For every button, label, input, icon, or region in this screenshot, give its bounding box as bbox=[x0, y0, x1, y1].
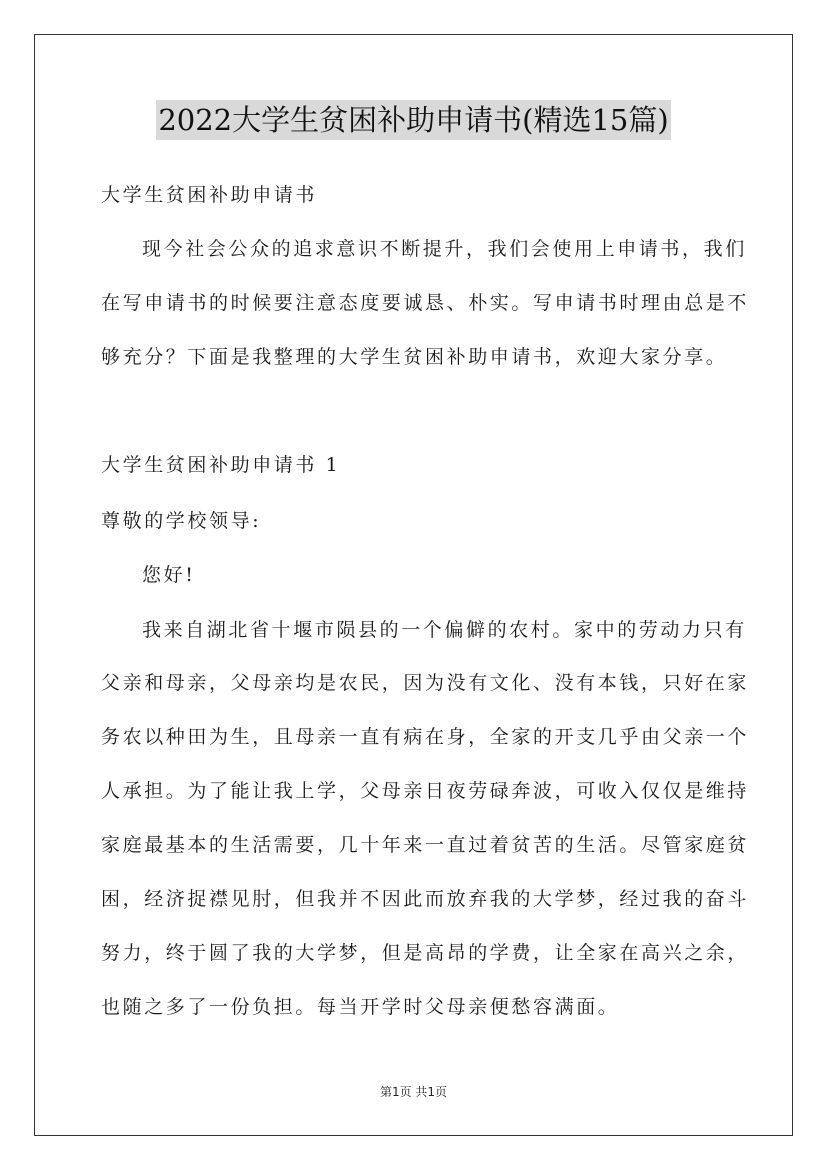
title-container bbox=[0, 100, 827, 140]
document-title: 2022大学生贫困补助申请书(精选15篇) bbox=[156, 100, 670, 140]
body-line: 家庭最基本的生活需要，几十年来一直过着贫苦的生活。尽管家庭贫 bbox=[101, 834, 750, 856]
page-footer: 第1页 共1页 bbox=[379, 1085, 448, 1099]
intro-line: 现今社会公众的追求意识不断提升，我们会使用上申请书，我们 bbox=[142, 238, 747, 260]
intro-line: 在写申请书的时候要注意态度要诚恳、朴实。写申请书时理由总是不 bbox=[101, 292, 750, 314]
body-line: 努力，终于圆了我的大学梦，但是高昂的学费，让全家在高兴之余， bbox=[101, 942, 750, 964]
salutation: 尊敬的学校领导: bbox=[101, 510, 262, 532]
greeting: 您好! bbox=[142, 564, 196, 586]
body-line: 人承担。为了能让我上学，父母亲日夜劳碌奔波，可收入仅仅是维持 bbox=[101, 780, 750, 802]
body-line: 务农以种田为生，且母亲一直有病在身，全家的开支几乎由父亲一个 bbox=[101, 726, 750, 748]
body-line: 父亲和母亲，父母亲均是农民，因为没有文化、没有本钱，只好在家 bbox=[101, 672, 750, 694]
body-line: 困，经济捉襟见肘，但我并不因此而放弃我的大学梦，经过我的奋斗 bbox=[101, 888, 750, 910]
section-heading: 大学生贫困补助申请书 1 bbox=[101, 454, 341, 476]
body-line: 我来自湖北省十堰市陨县的一个偏僻的农村。家中的劳动力只有 bbox=[142, 619, 747, 641]
intro-line: 够充分？下面是我整理的大学生贫困补助申请书，欢迎大家分享。 bbox=[101, 346, 728, 368]
body-line: 也随之多了一份负担。每当开学时父母亲便愁容满面。 bbox=[101, 996, 620, 1018]
document-subtitle: 大学生贫困补助申请书 bbox=[101, 184, 318, 206]
